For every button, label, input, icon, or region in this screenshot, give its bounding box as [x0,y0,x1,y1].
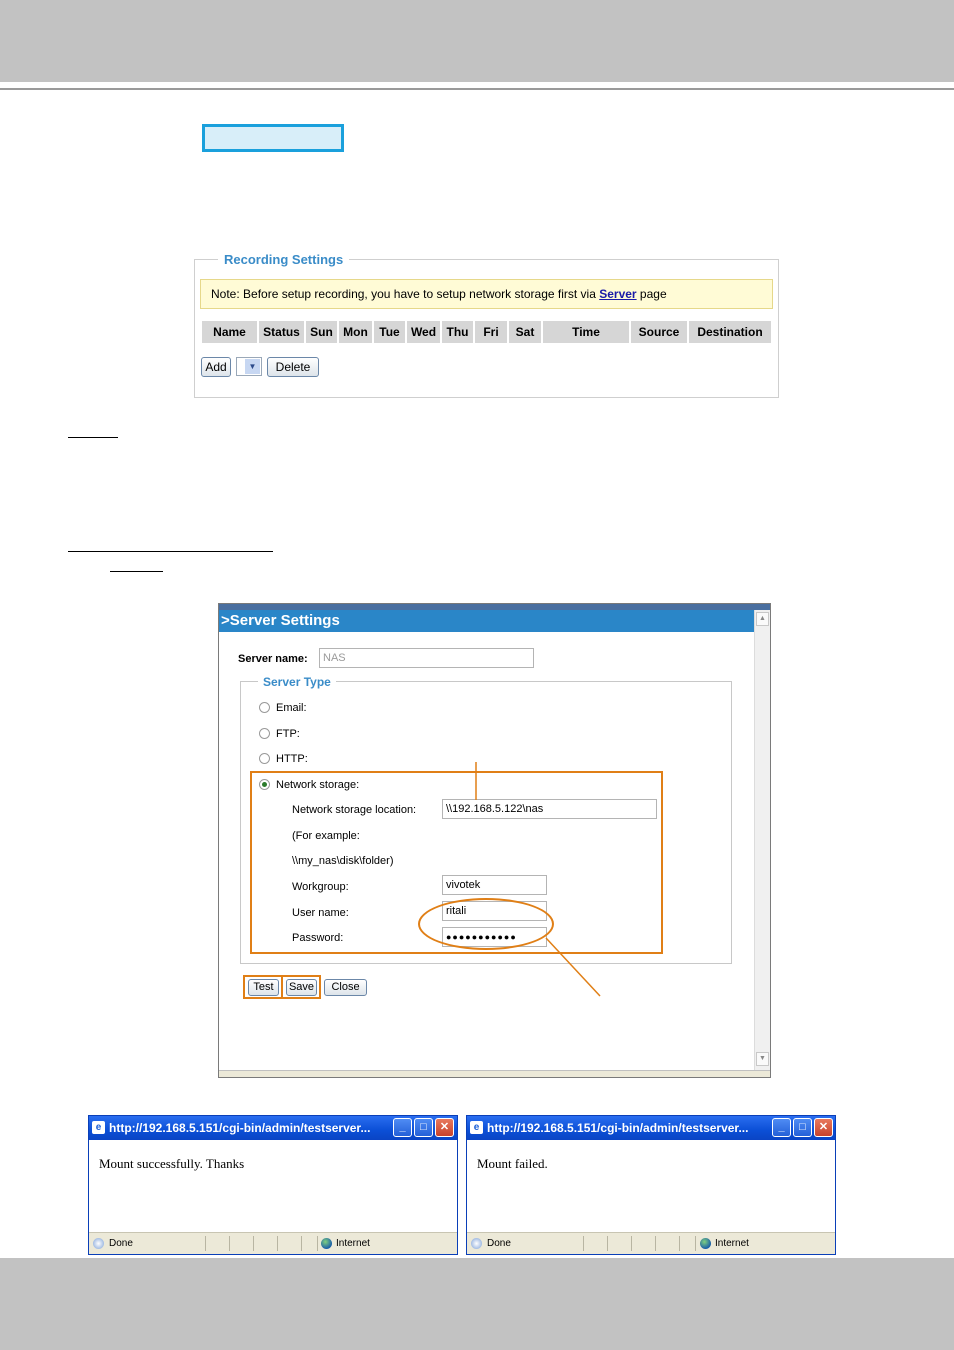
status-done: Done [109,1238,133,1249]
username-input[interactable]: ritali [442,901,547,921]
status-divider [631,1236,632,1251]
http-option-label: HTTP: [276,753,308,765]
scroll-down-icon[interactable]: ▼ [756,1052,769,1066]
column-header-fri[interactable]: Fri [475,321,507,343]
popup-status-bar [467,1232,835,1254]
status-divider [253,1236,254,1251]
minimize-icon[interactable]: _ [772,1118,791,1137]
status-zone: Internet [715,1238,749,1249]
column-header-name[interactable]: Name [202,321,257,343]
close-icon[interactable]: ✕ [814,1118,833,1137]
page-icon [471,1238,482,1249]
server-name-input[interactable]: NAS [319,648,534,668]
annotation-line-bottom [546,938,600,996]
server-type-legend: Server Type [258,675,336,689]
maximize-icon[interactable]: □ [793,1118,812,1137]
workgroup-input[interactable]: vivotek [442,875,547,895]
close-icon[interactable]: ✕ [435,1118,454,1137]
network-storage-option-label: Network storage: [276,779,360,791]
close-button[interactable]: Close [324,979,367,996]
recording-select[interactable] [236,357,262,376]
storage-location-label: Network storage location: [292,804,417,816]
status-divider [317,1236,318,1251]
status-divider [679,1236,680,1251]
email-option-label: Email: [276,702,307,714]
column-header-sun[interactable]: Sun [306,321,337,343]
add-button[interactable]: Add [201,357,231,377]
recording-settings-legend: Recording Settings [218,252,349,267]
popup-title: http://192.168.5.151/cgi-bin/admin/testserver... [487,1121,749,1135]
status-divider [277,1236,278,1251]
status-divider [607,1236,608,1251]
column-header-source[interactable]: Source [631,321,687,343]
annotation-lines [470,760,605,1000]
status-divider [301,1236,302,1251]
column-header-sat[interactable]: Sat [509,321,541,343]
minimize-icon[interactable]: _ [393,1118,412,1137]
example-path-text: \\my_nas\disk\folder) [292,855,394,867]
test-button[interactable]: Test [248,979,279,996]
column-header-mon[interactable]: Mon [339,321,372,343]
mount-success-popup [88,1115,458,1255]
mount-failed-popup [466,1115,836,1255]
note-text: Note: Before setup recording, you have to setup network storage first via [211,287,600,301]
maximize-icon[interactable]: □ [414,1118,433,1137]
radio-ftp[interactable] [259,728,270,739]
radio-http[interactable] [259,753,270,764]
status-done: Done [487,1238,511,1249]
window-status-bar [219,1070,770,1078]
storage-location-input[interactable]: \\192.168.5.122\nas [442,799,657,819]
popup-message: Mount successfully. Thanks [99,1156,245,1171]
ie-icon: e [470,1121,483,1134]
globe-icon [321,1238,332,1249]
scroll-up-icon[interactable]: ▲ [756,612,769,626]
status-divider [655,1236,656,1251]
ftp-option-label: FTP: [276,728,300,740]
status-divider [583,1236,584,1251]
column-header-time[interactable]: Time [543,321,629,343]
username-label: User name: [292,907,349,919]
column-header-tue[interactable]: Tue [374,321,405,343]
note-suffix: page [636,287,667,301]
server-settings-header: >Server Settings [219,610,754,632]
chevron-down-icon: ▼ [245,359,260,374]
text-underline [110,571,163,572]
server-name-label: Server name: [238,653,308,665]
column-header-wed[interactable]: Wed [407,321,440,343]
page-icon [93,1238,104,1249]
example-text: (For example: [292,830,360,842]
text-underline [68,551,273,552]
status-divider [229,1236,230,1251]
status-divider [695,1236,696,1251]
recording-note [200,279,773,309]
server-link[interactable]: Server [599,287,637,301]
section-tab [202,124,344,152]
status-divider [205,1236,206,1251]
password-label: Password: [292,932,344,944]
top-rule [0,88,954,90]
ie-icon: e [92,1121,105,1134]
save-button[interactable]: Save [286,979,317,996]
workgroup-label: Workgroup: [292,881,349,893]
popup-status-bar [89,1232,457,1254]
bottom-band [0,1258,954,1350]
column-header-thu[interactable]: Thu [442,321,473,343]
scrollbar[interactable] [754,610,770,1070]
delete-button[interactable]: Delete [267,357,319,377]
radio-email[interactable] [259,702,270,713]
password-input[interactable]: ●●●●●●●●●●● [442,927,547,947]
popup-message: Mount failed. [477,1156,548,1171]
top-band [0,0,954,82]
popup-title: http://192.168.5.151/cgi-bin/admin/testserver... [109,1121,371,1135]
column-header-destination[interactable]: Destination [689,321,771,343]
status-zone: Internet [336,1238,370,1249]
globe-icon [700,1238,711,1249]
column-header-status[interactable]: Status [259,321,304,343]
text-underline [68,437,118,438]
